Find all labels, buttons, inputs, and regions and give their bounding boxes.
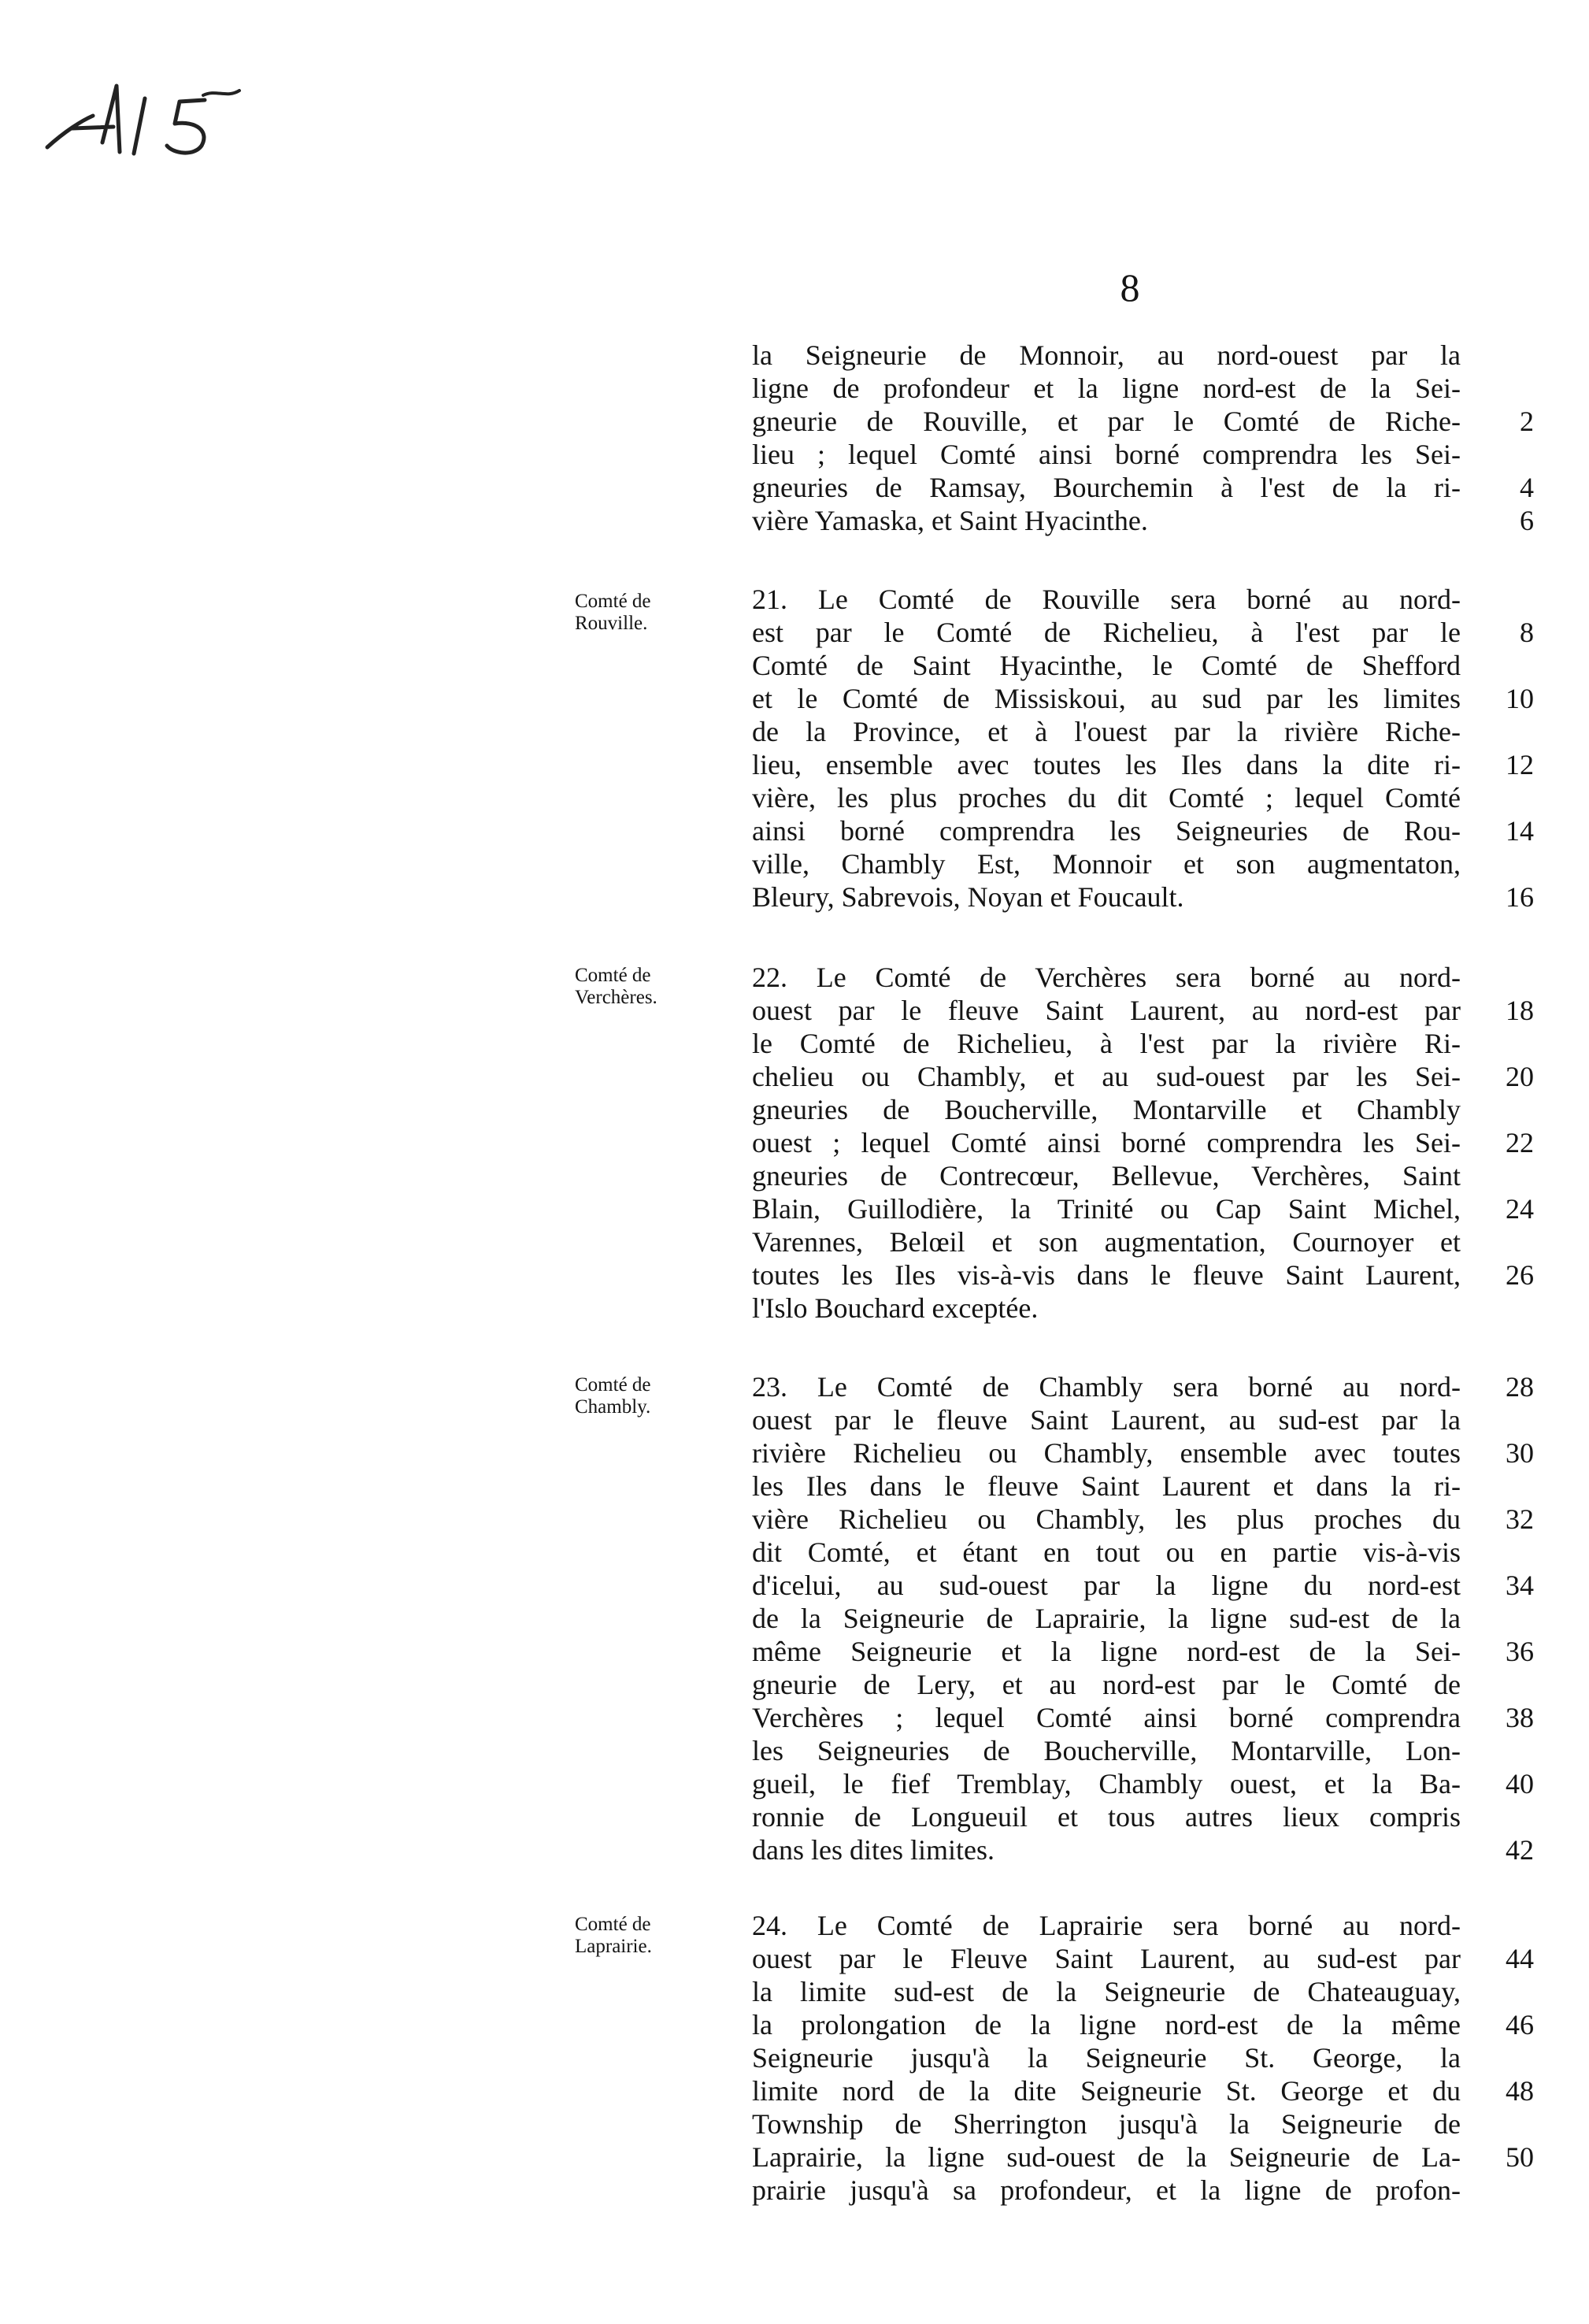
line-number: 16 [1506, 881, 1534, 913]
text-line: gneurie de Lery, et au nord-est par le Comté de [752, 1669, 1461, 1700]
text-line: lieu, ensemble avec toutes les Iles dans la dite ri- [752, 749, 1461, 780]
paragraph-continuation [752, 339, 1461, 537]
line-number: 40 [1506, 1768, 1534, 1800]
text-line: gneuries de Ramsay, Bourchemin à l'est de la ri- [752, 472, 1461, 503]
line-number: 14 [1506, 815, 1534, 847]
text-line: ligne de profondeur et la ligne nord-est de la Sei- [752, 373, 1461, 404]
text-line: Bleury, Sabrevois, Noyan et Foucault. [752, 881, 1184, 913]
text-line: d'icelui, au sud-ouest par la ligne du nord-est [752, 1570, 1461, 1601]
text-line: la limite sud-est de la Seigneurie de Chateauguay, [752, 1976, 1461, 2007]
text-line: ouest par le Fleuve Saint Laurent, au sud-est par [752, 1943, 1461, 1974]
section-23-chambly [752, 1370, 1461, 1866]
text-line: Varennes, Belœil et son augmentation, Cournoyer et [752, 1226, 1461, 1258]
text-line: toutes les Iles vis-à-vis dans le fleuve Saint Laurent, [752, 1259, 1461, 1291]
line-number: 12 [1506, 749, 1534, 780]
line-number: 24 [1506, 1193, 1534, 1225]
line-number: 42 [1506, 1834, 1534, 1866]
line-number: 36 [1506, 1636, 1534, 1667]
margin-note-vercheres: Comté de Verchères. [575, 965, 657, 1008]
text-line: ouest ; lequel Comté ainsi borné comprendra les Sei- [752, 1127, 1461, 1158]
text-line: Verchères ; lequel Comté ainsi borné comprendra [752, 1702, 1461, 1733]
text-line: de la Seigneurie de Laprairie, la ligne sud-est de la [752, 1603, 1461, 1634]
section-21-rouville [752, 583, 1461, 914]
text-line: limite nord de la dite Seigneurie St. George et du [752, 2075, 1461, 2107]
section-24-laprairie [752, 1909, 1461, 2207]
line-number: 18 [1506, 995, 1534, 1026]
text-line: 23. Le Comté de Chambly sera borné au nord- [752, 1371, 1461, 1403]
text-line: les Iles dans le fleuve Saint Laurent et dans la ri- [752, 1470, 1461, 1502]
text-line: le Comté de Richelieu, à l'est par la rivière Ri- [752, 1028, 1461, 1059]
line-number: 46 [1506, 2009, 1534, 2040]
text-line: vière Richelieu ou Chambly, les plus proches du [752, 1503, 1461, 1535]
text-line: de la Province, et à l'ouest par la rivière Riche- [752, 716, 1461, 747]
text-line: ronnie de Longueuil et tous autres lieux compris [752, 1801, 1461, 1833]
text-line: gneurie de Rouville, et par le Comté de Riche- [752, 406, 1461, 437]
text-line: gneuries de Contrecœur, Bellevue, Verchères, Saint [752, 1160, 1461, 1192]
line-number: 30 [1506, 1437, 1534, 1469]
text-line: même Seigneurie et la ligne nord-est de la Sei- [752, 1636, 1461, 1667]
text-line: la Seigneurie de Monnoir, au nord-ouest par la [752, 339, 1461, 371]
margin-note-chambly: Comté de Chambly. [575, 1374, 651, 1418]
section-22-vercheres [752, 961, 1461, 1325]
text-line: ville, Chambly Est, Monnoir et son augmentaton, [752, 848, 1461, 880]
handwritten-folio-number [41, 75, 293, 161]
page-number: 8 [1120, 265, 1140, 309]
line-number: 22 [1506, 1127, 1534, 1158]
line-number: 2 [1520, 406, 1534, 437]
text-line: est par le Comté de Richelieu, à l'est par le [752, 617, 1461, 648]
text-line: gneuries de Boucherville, Montarville et Chambly [752, 1094, 1461, 1125]
text-line: gueil, le fief Tremblay, Chambly ouest, et la Ba- [752, 1768, 1461, 1800]
text-line: dans les dites limites. [752, 1834, 995, 1866]
margin-note-laprairie: Comté de Laprairie. [575, 1914, 652, 1957]
text-line: Laprairie, la ligne sud-ouest de la Seigneurie de La- [752, 2141, 1461, 2173]
text-line: 21. Le Comté de Rouville sera borné au nord- [752, 584, 1461, 615]
line-number: 32 [1506, 1503, 1534, 1535]
text-line: 22. Le Comté de Verchères sera borné au nord- [752, 962, 1461, 993]
text-line: vière, les plus proches du dit Comté ; lequel Comté [752, 782, 1461, 814]
line-number: 28 [1506, 1371, 1534, 1403]
text-line: ainsi borné comprendra les Seigneuries de Rou- [752, 815, 1461, 847]
line-number: 48 [1506, 2075, 1534, 2107]
text-line: 24. Le Comté de Laprairie sera borné au nord- [752, 1910, 1461, 1941]
text-line: lieu ; lequel Comté ainsi borné comprendra les Sei- [752, 439, 1461, 470]
line-number: 6 [1520, 505, 1534, 536]
text-line: prairie jusqu'à sa profondeur, et la ligne de profon- [752, 2174, 1461, 2206]
text-line: vière Yamaska, et Saint Hyacinthe. [752, 505, 1148, 536]
text-line: ouest par le fleuve Saint Laurent, au sud-est par la [752, 1404, 1461, 1436]
line-number: 38 [1506, 1702, 1534, 1733]
text-line: l'Islo Bouchard exceptée. [752, 1292, 1039, 1324]
text-line: ouest par le fleuve Saint Laurent, au nord-est par [752, 995, 1461, 1026]
text-line: chelieu ou Chambly, et au sud-ouest par les Sei- [752, 1061, 1461, 1092]
text-line: et le Comté de Missiskoui, au sud par les limites [752, 683, 1461, 714]
text-line: Comté de Saint Hyacinthe, le Comté de Shefford [752, 650, 1461, 681]
line-number: 8 [1520, 617, 1534, 648]
text-line: rivière Richelieu ou Chambly, ensemble avec toutes [752, 1437, 1461, 1469]
line-number: 26 [1506, 1259, 1534, 1291]
line-number: 34 [1506, 1570, 1534, 1601]
text-line: les Seigneuries de Boucherville, Montarville, Lon- [752, 1735, 1461, 1766]
text-line: Blain, Guillodière, la Trinité ou Cap Saint Michel, [752, 1193, 1461, 1225]
line-number: 50 [1506, 2141, 1534, 2173]
text-line: Township de Sherrington jusqu'à la Seigneurie de [752, 2108, 1461, 2140]
line-number: 4 [1520, 472, 1534, 503]
line-number: 44 [1506, 1943, 1534, 1974]
text-line: Seigneurie jusqu'à la Seigneurie St. George, la [752, 2042, 1461, 2074]
text-line: la prolongation de la ligne nord-est de la même [752, 2009, 1461, 2040]
text-line: dit Comté, et étant en tout ou en partie vis-à-vis [752, 1536, 1461, 1568]
margin-note-rouville: Comté de Rouville. [575, 591, 651, 634]
line-number: 10 [1506, 683, 1534, 714]
line-number: 20 [1506, 1061, 1534, 1092]
